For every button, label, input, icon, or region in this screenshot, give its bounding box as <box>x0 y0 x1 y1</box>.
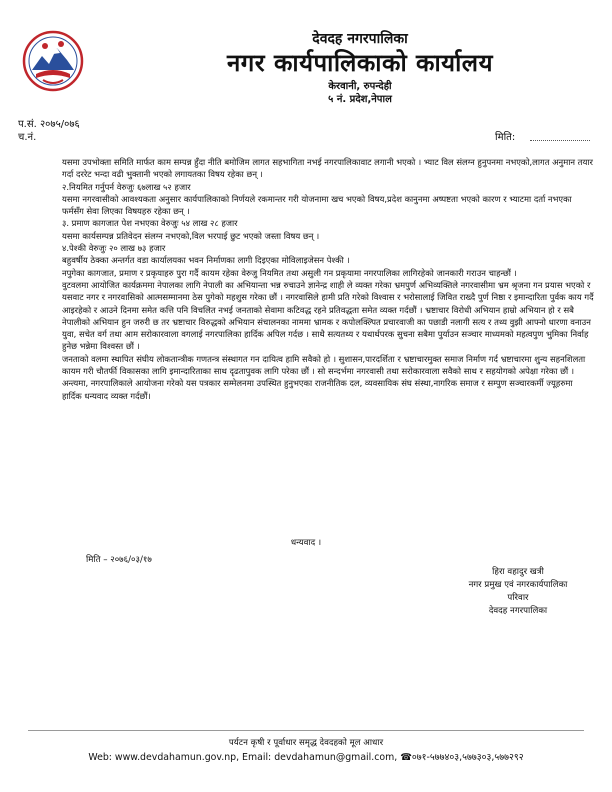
signature-block <box>408 566 612 618</box>
body-paragraph: यसमा कार्यसम्पन्न प्रतिवेदन संलग्न नभएको,विल भरपाई छुट भएको जस्ता विषय छन् । <box>62 230 320 241</box>
body-heading: २.नियमित गर्नुपर्न वेरुजुः ६७लाख ५२ हजार <box>62 181 191 192</box>
footer-contact: Web: www.devdahamun.gov.np, Email: devdahamun@gmail.com, ☎०७१-५७७४०३,५७७३०३,५७७२९२ <box>88 752 524 763</box>
body-paragraph: जनताको वलमा स्थापित संघीय लोकतान्त्रीक गणतन्त्र संस्थागत गन दायित्व हामि सवैको हो । सुशासन,पारदर्शिता र भ्रष्टाचारमुक्त समाज निर्माण गर्द भ्रष्टाचारमा शुन्य सहनशिलता कायम गरी चौतर्फी विकासका लागि इमान्दारिताका साथ दृढतापुवक लागि परेका छौं । सो सन्दर्भमा नगरवासी तथा सरोकारवाला सवैको साथ र सहयोगको अपेक्षा गरेका छौं । <box>62 353 586 377</box>
signatory-family: परिवार <box>507 593 529 603</box>
thanks-line: धन्यवाद । <box>290 538 322 548</box>
footer-divider <box>28 730 584 731</box>
government-emblem-icon <box>22 30 84 92</box>
body-paragraph: नपुगेका कागजात, प्रमाण र प्रकृयाहरु पुरा गर्दै कायम रहेका वेरुजु नियमित तथा असुली गन प्रकृयामा नगरपालिका लागिरहेको जानकारी गराउन चाहन्छौं । <box>62 267 517 278</box>
signature-date: मिति – २०७६/०३/१७ <box>86 555 152 565</box>
signatory-title: नगर प्रमुख एवं नगरकार्यपालिका <box>468 580 568 590</box>
date-blank-line <box>530 140 590 141</box>
body-paragraph: अन्त्यमा, नगरपालिकाले आयोजना गरेको यस पत्रकार सम्मेलनमा उपस्थित हुनुभएका राजनीतिक दल, व्यवसायिक संघ संस्था,नागरिक समाज र सम्पुण सञ्चारकर्मी ज्यूहरुमा हार्दिक धन्यवाद व्यक्त गर्दछौं। <box>62 378 573 401</box>
letter-number: प.सं. २०७५/०७६ <box>18 119 80 130</box>
date-label: मिति: <box>495 132 516 143</box>
signatory-name: हिरा वहादुर खत्री <box>492 567 544 577</box>
body-paragraph: यसमा उपभोक्ता समिति मार्फत काम सम्पन्न हुँदा नीति बमोजिम लागत सहभागिता नभई नगरपालिकावाट लगानी भएको । भ्याट विल संलग्न हुनुपनमा नभएको,लागत अनुमान तयार गर्दा दररेट भन्दा वढी भुक्तानी भएको लगायतका विषय रहेका छन् । <box>62 157 593 180</box>
body-paragraph: बहुवर्षीय ठेक्का अन्तर्गत वडा कार्यालयका भवन निर्माणका लागी दिइएका मोविलाइजेसन पेश्की । <box>62 255 350 266</box>
letterhead <box>150 30 570 106</box>
body-heading: ३. प्रमाण कागजात पेश नभएका वेरुजुः ५४ लाख २८ हजार <box>62 218 238 229</box>
address-line-2: ५ नं. प्रदेश,नेपाल <box>328 94 392 105</box>
body-paragraph: यसमा नगरवासीको आवश्यकता अनुसार कार्यपालिकाको निर्णयले रकमान्तर गरी योजनामा खच भएको विषय,प्रदेश कानुनमा अष्पष्टता भएको कारण र भ्याटमा दर्ता नभएका फर्मसँग सेवा लिएका विषयहरु रहेका छन् । <box>62 193 572 217</box>
reference-block <box>18 118 80 144</box>
signatory-organization: देवदह नगरपालिका <box>488 606 548 616</box>
footer-slogan: पर्यटन कृषी र पूर्वाधार समृद्ध देवदहको मूल आधार <box>228 738 384 748</box>
body-paragraph: वुटवलमा आयोजित कार्यक्रममा नेपालका लागि नेपाली का अभियान्ता भन्न रुचाउने ज्ञानेन्द्र शाही ले व्यक्त गरेका भ्रमपुर्ण अभिव्यक्तिले नगरवासीमा भ्रम श्रृजना गन प्रयास भएको र यसवाट नगर र नगरवासिको आत्मसम्मानमा ठेस पुगेको महशुस गरेका छौं । नगरवासिले हामी प्रति गरेको विश्वास र भरोसालाई जिवित राख्दै पुर्ण निष्ठा र इमान्दारिता पुर्वक काय गर्दै आइरहेको र आउने दिनमा समेत कत्ति पनि विचलित नभई जनताको सेवामा कटिवद्ध रहने प्रतिवद्धता समेत व्यक्त गर्दछौं । भ्रष्टाचार विरोधी अभियान हाम्रो अभियान हो र सबै नेपालीको अभियान हुन जरुरी छ तर भ्रष्टाचार विरुद्धको अभियान संचालनका नाममा भ्रामक र कपोलक्ल्पित प्रचारवाजी का पछाडी नलागी सत्य र तथ्य वुझी आफ्नो धारणा वनाउन युवा, सचेत वर्ग तथा आम सरोकारवाला वगलाई नगरपालिका हार्दिक अपिल गर्दछ । साथै सत्यतथ्य र यथार्थपरक सुचना सबैमा पुर्याउन सञ्चार माध्यमको महत्वपुण भुमिका निर्वाह हुनेछ भन्नेमा विश्वस्त छौं । <box>62 279 594 352</box>
letter-body <box>62 156 594 402</box>
body-heading: ४.पेश्की वेरुजुः २० लाख ७३ हजार <box>62 243 166 254</box>
office-name: नगर कार्यपालिकाको कार्यालय <box>226 49 494 77</box>
address-line-1: केरवानी, रुपन्देही <box>328 81 392 92</box>
municipality-name: देवदह नगरपालिका <box>312 31 408 47</box>
dispatch-number: च.नं. <box>18 132 37 143</box>
